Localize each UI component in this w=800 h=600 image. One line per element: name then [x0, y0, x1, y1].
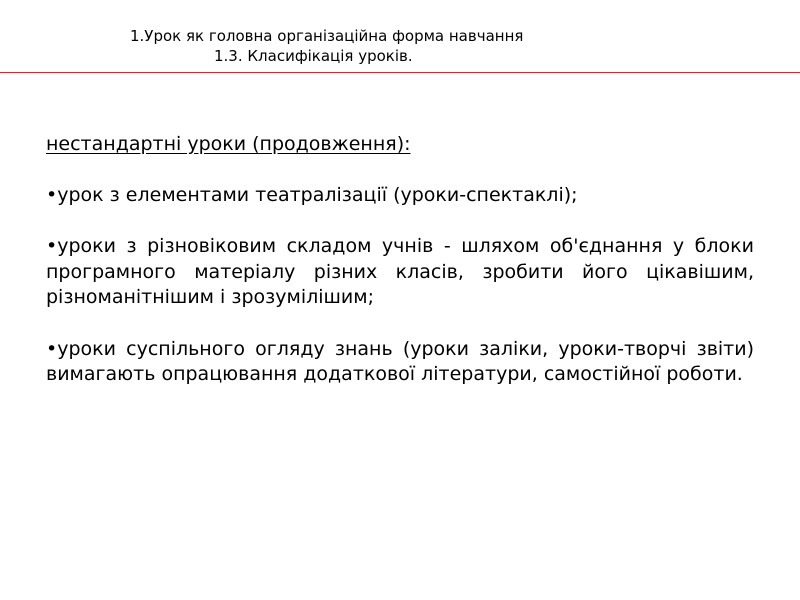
slide-body — [46, 132, 754, 414]
section-heading: нестандартні уроки (продовження): — [46, 133, 411, 155]
list-item: •урок з елементами театралізації (уроки-спектаклі); — [46, 183, 578, 206]
header-divider — [0, 72, 800, 73]
slide-header — [0, 0, 800, 74]
slide-title: 1.Урок як головна організаційна форма навчання — [130, 27, 524, 45]
list-item: •уроки з різновіковим складом учнів - шляхом об'єднання у блоки програмного матеріалу різних класів, зробити його цікавішим, різноманітнішим і зрозумілішим; — [46, 235, 754, 308]
list-item: •уроки суспільного огляду знань (уроки заліки, уроки-творчі звіти) вимагають опрацювання додаткової літератури, самостійної роботи. — [46, 337, 754, 385]
slide-subtitle: 1.3. Класифікація уроків. — [214, 47, 413, 65]
